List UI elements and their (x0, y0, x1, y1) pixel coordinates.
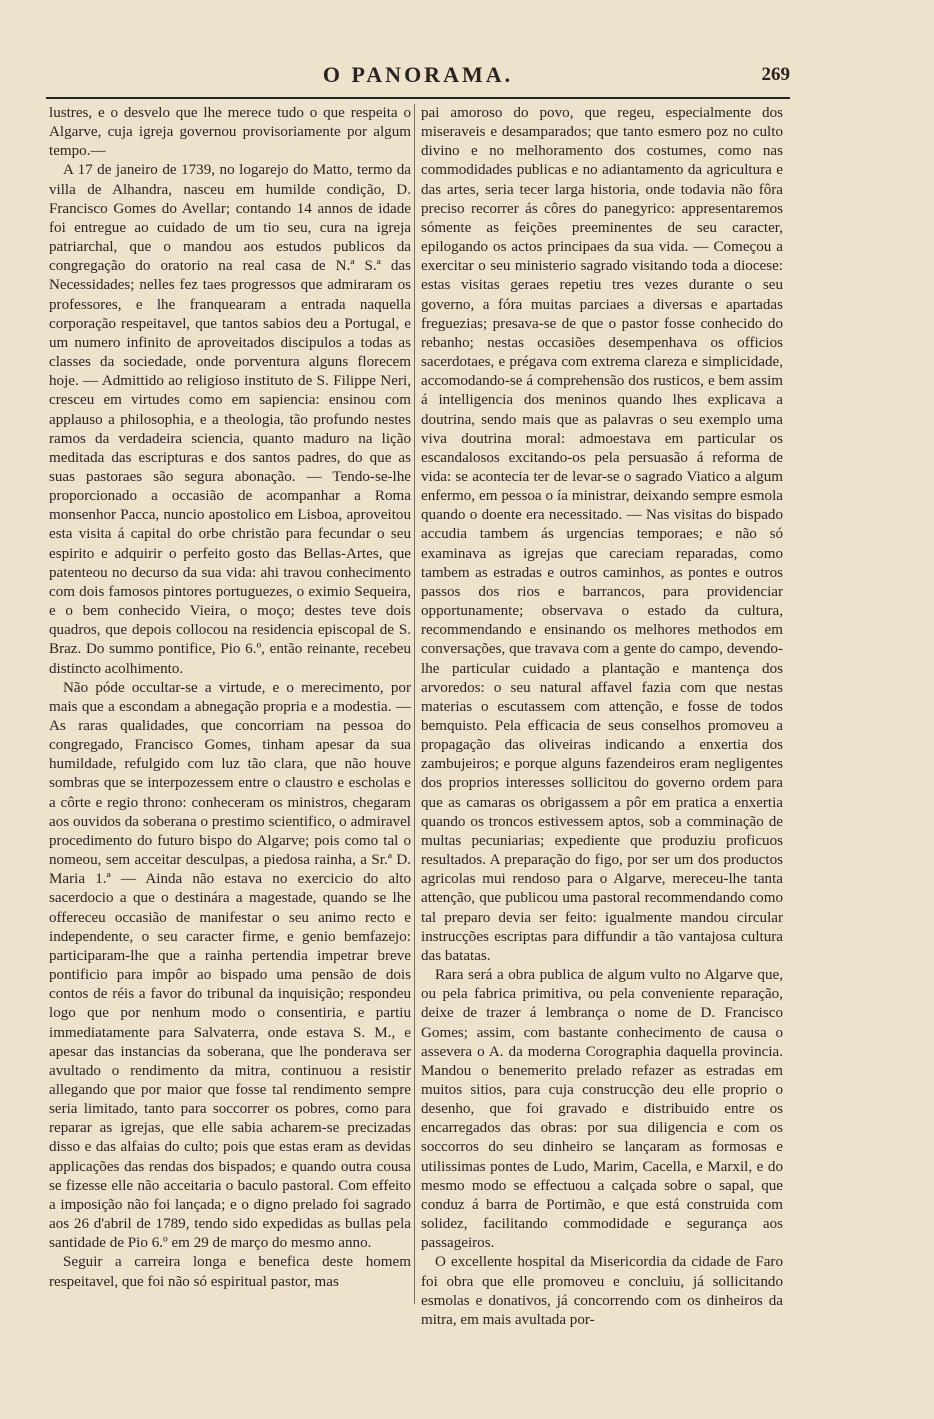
paragraph: O excellente hospital da Misericordia da cidade de Faro foi obra que elle promoveu e concluiu, já sollicitando esmolas e donativos, já concorrendo com os dinheiros da mitra, em mais avultada por- (421, 1254, 783, 1328)
paragraph: Não póde occultar-se a virtude, e o merecimento, por mais que a escondam a abnegação propria e a modestia. — As raras qualidades, que concorriam na pessoa do congregado, Francisco Gomes, tinham apesar da sua humildade, refulgido com luz tão clara, que não houve sombras que se interpozessem entre o claustro e escholas e a côrte e regio throno: conheceram os ministros, chegaram aos ouvidos da soberana o prestimo scientifico, o admiravel procedimento do futuro bispo do Algarve; pois como tal o nomeou, sem acceitar desculpas, a piedosa rainha, a Sr.ª D. Maria 1.ª — Ainda não estava no exercicio do alto sacerdocio a que o destinára a magestade, quando se lhe offereceu occasião de manifestar o seu animo recto e independente, o seu caracter firme, e genio bemfazejo: participaram-lhe que a rainha pertendia impetrar breve pontificio para impôr ao bispado uma pensão de dois contos de réis a favor do tribunal da inquisição; respondeu logo que por nenhum modo o consentiria, e partiu immediatamente para Salvaterra, onde estava S. M., e apesar das instancias da soberana, que lhe ponderava ser avultado o rendimento da mitra, continuou a resistir allegando que por maior que fosse tal rendimento sempre seria limitado, tanto para soccorrer os pobres, como para reparar as igrejas, que elle sabia acharem-se precizadas disso e das alfaias do culto; pois que estas eram as devidas applicações das rendas dos bispados; e quando outra cousa se fizesse elle não acceitaria o baculo pastoral. Com effeito a imposição não foi lançada; e o digno prelado foi sagrado aos 26 d'abril de 1789, tendo sido expedidas as bullas pela santidade de Pio 6.º em 29 de março do mesmo anno. (49, 679, 411, 1252)
publication-title: O PANORAMA. (322, 62, 514, 87)
paragraph: A 17 de janeiro de 1739, no logarejo do Matto, termo da villa de Alhandra, nasceu em humilde condição, D. Francisco Gomes do Avellar; contando 14 annos de idade foi entregue ao cuidado de um tio seu, cura na igreja patriarchal, que o mandou aos estudos publicos da congregação do oratorio na real casa de N.ª S.ª das Necessidades; nelles fez taes progressos que admiraram os professores, e lhe franquearam a entrada naquella corporação respeitavel, que tantos sabios deu a Portugal, e um numero infinito de aproveitados discipulos a todas as classes da sociedade, onde porventura alguns florecem hoje. — Admittido ao religioso instituto de S. Filippe Neri, cresceu em virtudes como em sapiencia: ensinou com applauso a philosophia, e a theologia, tão profundo nestes ramos da verdadeira sciencia, quanto maduro na lição meditada das escripturas e dos santos padres, do que as suas pastoraes são segura abonação. — Tendo-se-lhe proporcionado a occasião de acompanhar a Roma monsenhor Pacca, nuncio apostolico em Lisboa, aproveitou esta visita á capital do orbe christão para fecundar o seu espirito e adquirir o perfeito gosto das Bellas-Artes, que patenteou no decurso da sua vida: ahi travou conhecimento com dois famosos pintores portuguezes, o eximio Sequeira, e o bem conhecido Vieira, o moço; destes teve dois quadros, que depois collocou na residencia episcopal de S. Braz. Do summo pontifice, Pio 6.º, então reinante, recebeu distincto acolhimento. (49, 162, 411, 677)
right-column (421, 104, 783, 1330)
page-number: 269 (761, 64, 790, 85)
column-divider (414, 104, 415, 1304)
header-rule (46, 97, 790, 99)
paragraph: pai amoroso do povo, que regeu, especialmente dos miseraveis e desamparados; que tanto esmero poz no culto divino e no melhoramento dos costumes, como nas commodidades publicas e no adiantamento da agricultura e das artes, seria tecer larga historia, onde todavia não fôra preciso recorrer ás côres do panegyrico: appresentaremos sómente as feições preeminentes de seu caracter, epilogando os actos principaes da sua vida. — Começou a exercitar o seu ministerio sagrado visitando toda a diocese: estas visitas geraes repetiu tres vezes durante o seu governo, a fóra muitas parciaes a diversas e apartadas freguezias; presava-se de que o pastor fosse conhecido do rebanho; nestas occasiões desempenhava os officios sacerdotaes, e prégava com extrema clareza e simplicidade, accomodando-se á comprehensão dos rusticos, e bem assim á intelligencia dos meninos quando lhes explicava a doutrina, sendo mais que as palavras o seu exemplo uma viva doutrina moral: admoestava em particular os escandalosos excitando-os pela persuasão á reforma de vida: se acontecia ter de levar-se o sagrado Viatico a algum enfermo, em pessoa o ía ministrar, deixando sempre esmola quando o doente era necessitado. — Nas visitas do bispado accudia tambem ás urgencias temporaes; e não só examinava as igrejas que careciam reparadas, como tambem as estradas e outros caminhos, as pontes e outros passos dos rios e barrancos, para providenciar opportunamente; observava o estado da cultura, recommendando e ensinando os melhores methodos em conversações, que travava com a gente do campo, devendo-lhe particular cuidado a plantação e mantença dos arvoredos: o seu natural affavel fazia com que nestas materias o escutassem com attenção, e fosse de todos bemquisto. Pela efficacia de seus conselhos promoveu a propagação das oliveiras indicando a enxertia dos zambujeiros; e porque alguns fazendeiros eram negligentes dos proprios interesses sollicitou do governo ordem para que as camaras os obrigassem a pôr em pratica a enxertia quando os troncos estivessem aptos, sob a comminação de multas pecuniarias; expediente que produziu proficuos resultados. A preparação do figo, por ser um dos productos agricolas mui rendoso para o Algarve, mereceu-lhe tanta attenção, que publicou uma pastoral recommendando como tal preparo devia ser feito: igualmente mandou circular instrucções escriptas para diffundir a tão vantajosa cultura das batatas. (421, 105, 783, 964)
page-header (46, 62, 790, 96)
paragraph: lustres, e o desvelo que lhe merece tudo o que respeita o Algarve, cuja igreja governou provisoriamente por algum tempo.— (49, 105, 411, 160)
paragraph: Rara será a obra publica de algum vulto no Algarve que, ou pela fabrica primitiva, ou pela conveniente reparação, deixe de trazer á lembrança o nome de D. Francisco Gomes; assim, com bastante conhecimento de causa o assevera o A. da moderna Corographia daquella provincia. Mandou o benemerito prelado refazer as estradas em muitos sitios, para cuja construcção deu elle proprio o desenho, que foi gravado e distribuido entre os encarregados das obras: por sua diligencia e com os soccorros do seu dinheiro se lançaram as formosas e utilissimas pontes de Ludo, Marim, Cacella, e Marxil, e do mesmo modo se effectuou a calçada sobre o sapal, que conduz á barra de Portimão, e que está construida com solidez, facilitando commodidade e segurança aos passageiros. (421, 967, 783, 1252)
left-column (49, 104, 411, 1292)
paragraph: Seguir a carreira longa e benefica deste homem respeitavel, que foi não só espiritual pastor, mas (49, 1254, 411, 1290)
